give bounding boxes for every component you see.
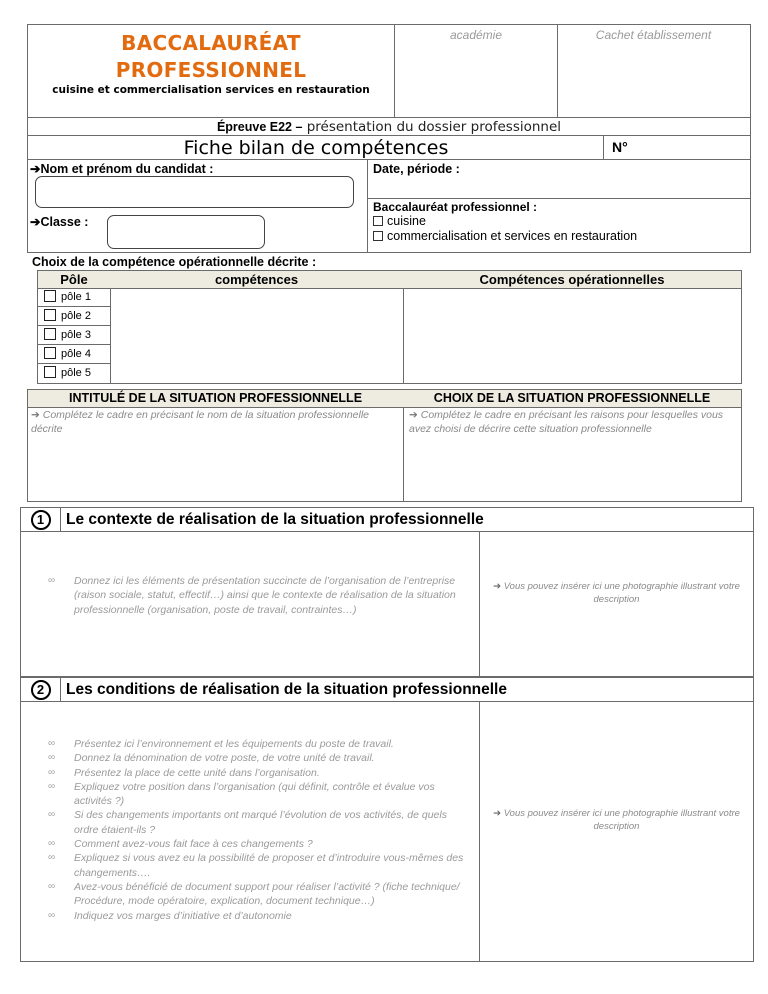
list-item bbox=[48, 851, 464, 880]
list-item bbox=[48, 780, 464, 809]
section-2-title: Les conditions de réalisation de la situation professionnelle bbox=[66, 681, 507, 698]
list-item bbox=[48, 909, 464, 923]
choix-situation-header: CHOIX DE LA SITUATION PROFESSIONNELLE bbox=[403, 389, 742, 408]
pole-label: pôle 4 bbox=[61, 348, 91, 360]
list-item bbox=[48, 766, 464, 780]
infinity-bullet-icon: ∞ bbox=[48, 838, 56, 850]
checkbox[interactable] bbox=[373, 231, 383, 241]
bac-option-commercialisation[interactable] bbox=[373, 229, 637, 244]
title-line-2: PROFESSIONNEL bbox=[115, 58, 307, 82]
section-1-bullets bbox=[48, 574, 464, 617]
infinity-bullet-icon: ∞ bbox=[48, 752, 56, 764]
arrow-right-icon: ➔ bbox=[31, 409, 40, 421]
checkbox[interactable] bbox=[44, 328, 56, 340]
section-2-photo-area[interactable] bbox=[479, 701, 754, 962]
bullet-text: Si des changements importants ont marqué l’évolution de vos activités, de quels ordre étaient-ils ? bbox=[74, 809, 447, 836]
header-title-block bbox=[27, 24, 394, 118]
competences-input-area[interactable] bbox=[110, 288, 404, 384]
checkbox[interactable] bbox=[373, 216, 383, 226]
pole-label: pôle 2 bbox=[61, 310, 91, 322]
classe-input[interactable] bbox=[107, 215, 265, 249]
list-item bbox=[48, 837, 464, 851]
section-number bbox=[21, 508, 61, 531]
arrow-right-icon: ➔ bbox=[30, 162, 41, 176]
checkbox[interactable] bbox=[44, 347, 56, 359]
bullet-text: Comment avez-vous fait face à ces changements ? bbox=[74, 838, 313, 851]
cachet-label: Cachet établissement bbox=[595, 28, 712, 42]
bac-option-label: commercialisation et services en restauration bbox=[387, 229, 638, 243]
pole-label: pôle 3 bbox=[61, 329, 91, 341]
checkbox[interactable] bbox=[44, 290, 56, 302]
bullet-text: Présentez la place de cette unité dans l’organisation. bbox=[74, 766, 320, 779]
list-item bbox=[48, 751, 464, 765]
pole-row-5[interactable] bbox=[37, 364, 111, 384]
list-item bbox=[48, 880, 464, 909]
candidate-name-input[interactable] bbox=[35, 176, 354, 208]
intitule-situation-input-area[interactable] bbox=[27, 407, 404, 502]
epreuve-banner bbox=[27, 117, 751, 136]
photo-hint-text: Vous pouvez insérer ici une photographie illustrant votre description bbox=[503, 808, 740, 832]
pole-label: pôle 1 bbox=[61, 291, 91, 303]
infinity-bullet-icon: ∞ bbox=[48, 766, 56, 778]
section-1-header bbox=[20, 507, 754, 532]
competence-table-title: Choix de la compétence opérationnelle décrite : bbox=[32, 255, 317, 269]
column-header-pole: Pôle bbox=[37, 270, 111, 289]
infinity-bullet-icon: ∞ bbox=[48, 575, 56, 586]
infinity-bullet-icon: ∞ bbox=[48, 780, 56, 792]
academie-label: académie bbox=[449, 28, 503, 42]
infinity-bullet-icon: ∞ bbox=[48, 738, 56, 749]
epreuve-code: Épreuve E22 – bbox=[216, 120, 303, 134]
list-item bbox=[48, 737, 464, 751]
choix-hint: Complétez le cadre en précisant les raisons pour lesquelles vous avez choisi de décrire cette situation professionnelle bbox=[409, 409, 724, 435]
intitule-situation-header: INTITULÉ DE LA SITUATION PROFESSIONNELLE bbox=[27, 389, 404, 408]
column-header-competences-operationnelles: Compétences opérationnelles bbox=[403, 270, 742, 289]
infinity-bullet-icon: ∞ bbox=[48, 852, 56, 864]
arrow-right-icon: ➔ bbox=[493, 808, 502, 819]
pole-row-2[interactable] bbox=[37, 307, 111, 326]
bullet-text: Donnez ici les éléments de présentation succincte de l’organisation de l’entreprise (raison sociale, statut, effectif…) ainsi que le contexte de réalisation de la situation professionnelle (organisation, poste de travail, contraintes…) bbox=[74, 575, 456, 616]
page-title bbox=[28, 30, 394, 84]
page-subtitle: cuisine et commercialisation services en restauration bbox=[52, 84, 370, 96]
section-number bbox=[21, 678, 61, 701]
photo-hint bbox=[480, 808, 753, 833]
bullet-text: Présentez ici l’environnement et les équipements du poste de travail. bbox=[74, 738, 394, 750]
infinity-bullet-icon: ∞ bbox=[48, 880, 56, 892]
pole-row-4[interactable] bbox=[37, 345, 111, 364]
list-item bbox=[48, 808, 464, 837]
column-header-competences: compétences bbox=[110, 270, 404, 289]
date-periode-label: Date, période : bbox=[373, 162, 460, 176]
bac-option-cuisine[interactable] bbox=[373, 214, 426, 229]
divider bbox=[27, 252, 368, 253]
list-item bbox=[48, 574, 464, 617]
candidate-name-label-text: Nom et prénom du candidat : bbox=[40, 162, 214, 176]
photo-hint bbox=[480, 581, 753, 606]
cachet-etablissement-field[interactable] bbox=[557, 24, 751, 118]
section-1-photo-area[interactable] bbox=[479, 531, 754, 677]
circled-number-1-icon: 1 bbox=[31, 510, 51, 530]
checkbox[interactable] bbox=[44, 366, 56, 378]
bullet-text: Expliquez si vous avez eu la possibilité de proposer et d’introduire vous-mêmes des changements…. bbox=[74, 852, 464, 879]
pole-row-3[interactable] bbox=[37, 326, 111, 345]
pole-row-1[interactable] bbox=[37, 288, 111, 307]
pole-label: pôle 5 bbox=[61, 367, 91, 379]
fiche-title: Fiche bilan de compétences bbox=[27, 136, 604, 160]
epreuve-description: présentation du dossier professionnel bbox=[302, 119, 562, 135]
candidate-name-label bbox=[30, 161, 213, 176]
section-2-bullets bbox=[48, 737, 464, 923]
section-2-header bbox=[20, 677, 754, 702]
bac-label: Baccalauréat professionnel : bbox=[373, 200, 538, 214]
arrow-right-icon: ➔ bbox=[409, 409, 418, 421]
academie-field[interactable] bbox=[394, 24, 558, 118]
classe-label bbox=[30, 214, 88, 229]
infinity-bullet-icon: ∞ bbox=[48, 909, 56, 921]
title-line-1: BACCALAURÉAT bbox=[121, 31, 301, 55]
competences-operationnelles-input-area[interactable] bbox=[403, 288, 742, 384]
infinity-bullet-icon: ∞ bbox=[48, 809, 56, 821]
photo-hint-text: Vous pouvez insérer ici une photographie illustrant votre description bbox=[503, 581, 740, 605]
numero-label: N° bbox=[612, 139, 628, 155]
bullet-text: Avez-vous bénéficié de document support pour réaliser l’activité ? (fiche technique/ Procédure, mode opératoire, explication, document technique…) bbox=[74, 880, 460, 908]
arrow-right-icon: ➔ bbox=[30, 215, 41, 229]
numero-field[interactable] bbox=[603, 136, 751, 160]
bullet-text: Expliquez votre position dans l’organisation (qui définit, contrôle et évalue vos activités ?) bbox=[74, 780, 435, 808]
section-1-title: Le contexte de réalisation de la situation professionnelle bbox=[66, 511, 484, 528]
classe-label-text: Classe : bbox=[40, 215, 89, 229]
arrow-right-icon: ➔ bbox=[493, 581, 502, 592]
bac-option-label: cuisine bbox=[387, 214, 426, 228]
bullet-text: Donnez la dénomination de votre poste, de votre unité de travail. bbox=[74, 752, 375, 765]
bullet-text: Indiquez vos marges d’initiative et d’autonomie bbox=[74, 909, 292, 922]
checkbox[interactable] bbox=[44, 309, 56, 321]
choix-situation-input-area[interactable] bbox=[403, 407, 742, 502]
circled-number-2-icon: 2 bbox=[31, 680, 51, 700]
intitule-hint: Complétez le cadre en précisant le nom de la situation professionnelle décrite bbox=[31, 409, 370, 435]
